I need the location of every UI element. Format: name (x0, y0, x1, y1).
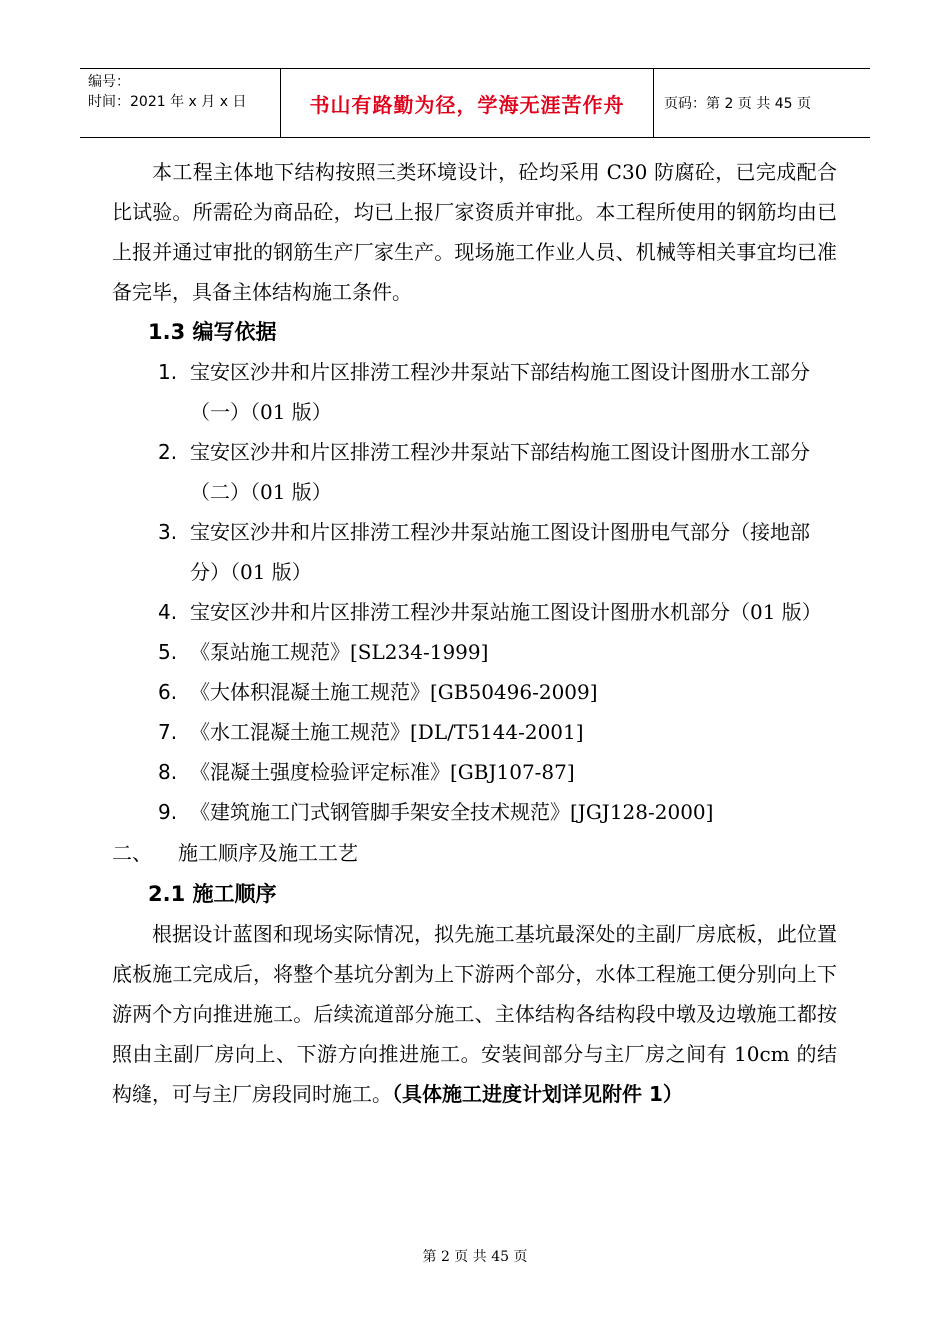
list-item-number: 1. (158, 360, 178, 384)
section-2-1-text: 根据设计蓝图和现场实际情况，拟先施工基坑最深处的主副厂房底板，此位置底板施工完成后，将整个基坑分割为上下游两个部分，水体工程施工便分别向上下游两个方向推进施工。后续流道部分施工、主体结构各结构段中墩及边墩施工都按照由主副厂房向上、下游方向推进施工。安装间部分与主厂房之间有 10cm 的结构缝，可与主厂房段同时施工。 (112, 922, 837, 1106)
list-item-number: 6. (158, 680, 178, 704)
time-label: 时间：2021 年 x 月 x 日 (88, 94, 247, 110)
list-item (112, 752, 837, 792)
list-item-text: 《泵站施工规范》[SL234-1999] (190, 640, 489, 664)
list-item-number: 3. (158, 520, 178, 544)
header-motto: 书山有路勤为径，学海无涯苦作舟 (281, 69, 654, 137)
list-item (112, 352, 837, 432)
section-2-1-title: 2.1 施工顺序 (148, 882, 277, 906)
list-item-text: 宝安区沙井和片区排涝工程沙井泵站施工图设计图册水机部分（01 版） (190, 600, 822, 624)
section-2-heading (112, 832, 837, 874)
list-item-number: 9. (158, 800, 178, 824)
list-item (112, 512, 837, 592)
code-label: 编号： (88, 74, 130, 90)
header-meta (80, 69, 281, 137)
list-item (112, 632, 837, 672)
section-2-1-bold-note: （具体施工进度计划详见附件 1） (392, 1082, 683, 1106)
list-item (112, 792, 837, 832)
reference-list (112, 352, 837, 832)
list-item (112, 672, 837, 712)
list-item-text: 《建筑施工门式钢管脚手架安全技术规范》[JGJ128-2000] (190, 800, 714, 824)
list-item-text: 《水工混凝土施工规范》[DL/T5144-2001] (190, 720, 584, 744)
page-header (80, 68, 870, 138)
list-item-number: 5. (158, 640, 178, 664)
page-footer: 第 2 页 共 45 页 (422, 1249, 528, 1265)
list-item (112, 432, 837, 512)
document-body (112, 152, 837, 1114)
section-2-1-paragraph (112, 914, 837, 1114)
list-item-text: 宝安区沙井和片区排涝工程沙井泵站施工图设计图册电气部分（接地部分）（01 版） (190, 520, 810, 584)
list-item (112, 592, 837, 632)
intro-paragraph: 本工程主体地下结构按照三类环境设计，砼均采用 C30 防腐砼，已完成配合比试验。所需砼为商品砼，均已上报厂家资质并审批。本工程所使用的钢筋均由已上报并通过审批的钢筋生产厂家生产。现场施工作业人员、机械等相关事宜均已准备完毕，具备主体结构施工条件。 (112, 160, 837, 304)
list-item-number: 8. (158, 760, 178, 784)
list-item (112, 712, 837, 752)
section-2-number: 二、 (112, 841, 152, 865)
list-item-number: 7. (158, 720, 178, 744)
list-item-text: 《大体积混凝土施工规范》[GB50496-2009] (190, 680, 598, 704)
list-item-number: 2. (158, 440, 178, 464)
section-1-3-title: 1.3 编写依据 (148, 320, 277, 344)
header-page-info: 页码：第 2 页 共 45 页 (664, 96, 811, 112)
list-item-text: 宝安区沙井和片区排涝工程沙井泵站下部结构施工图设计图册水工部分（一）（01 版） (190, 360, 810, 424)
section-2-title: 施工顺序及施工工艺 (178, 841, 358, 865)
list-item-text: 《混凝土强度检验评定标准》[GBJ107-87] (190, 760, 575, 784)
list-item-number: 4. (158, 600, 178, 624)
list-item-text: 宝安区沙井和片区排涝工程沙井泵站下部结构施工图设计图册水工部分（二）（01 版） (190, 440, 810, 504)
